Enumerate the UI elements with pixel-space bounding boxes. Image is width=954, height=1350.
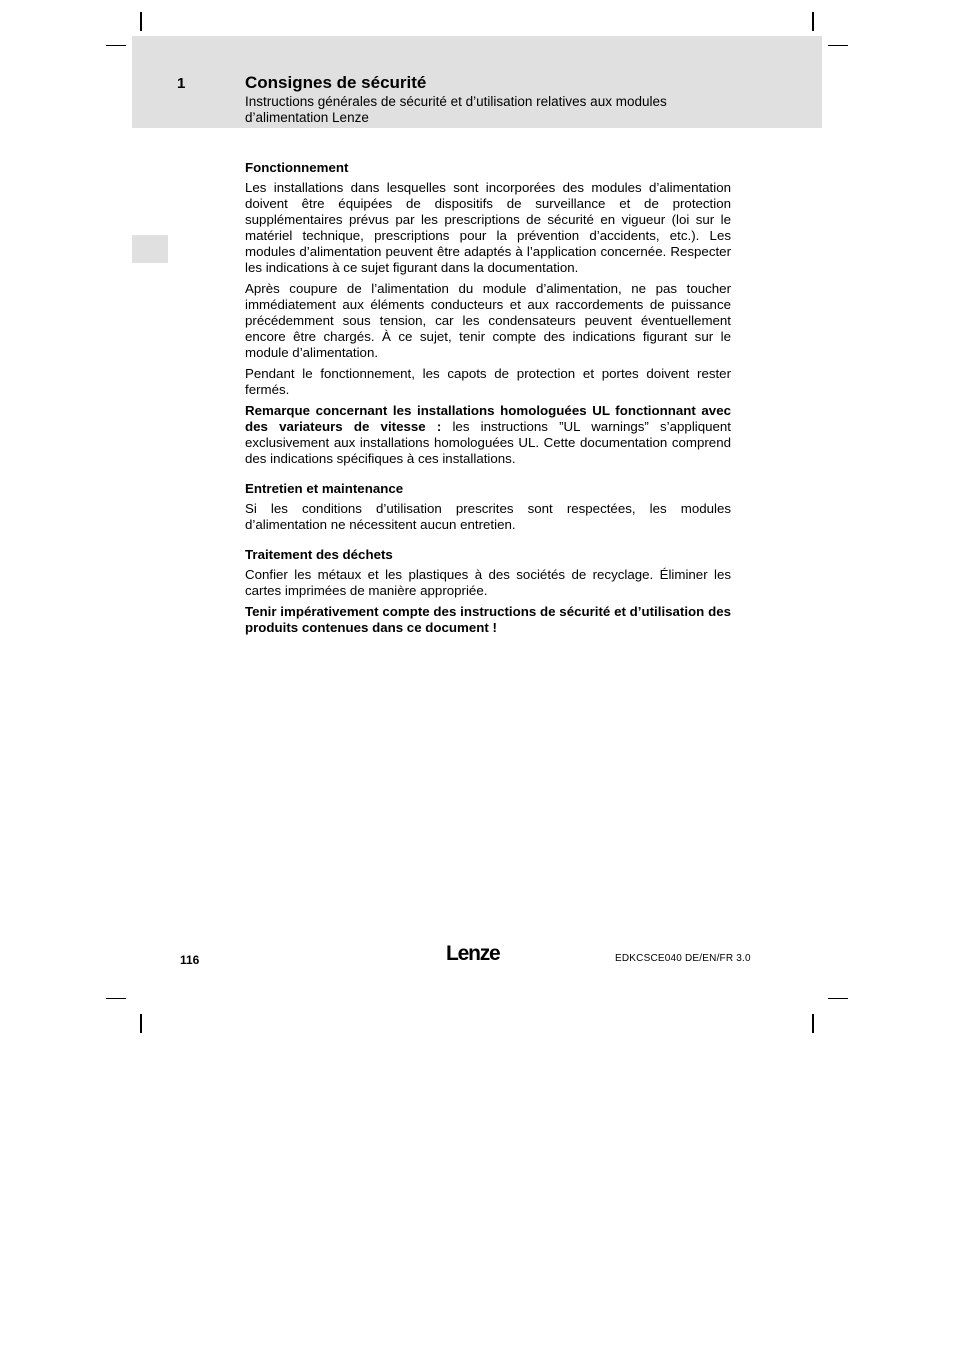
chapter-number: 1: [177, 75, 186, 92]
chapter-subtitle: Instructions générales de sécurité et d’utilisation relatives aux modules d’alimentation Lenze: [245, 94, 667, 125]
section-heading: Traitement des déchets: [245, 547, 393, 562]
crop-mark-bottom-right-horizontal: [828, 998, 848, 999]
ul-note-label: Remarque concernant les installations homologuées UL fonctionnant avec des variateurs de vitesse :: [245, 403, 731, 434]
section-entretien: [245, 481, 731, 533]
crop-mark-top-right-vertical: [812, 12, 814, 31]
crop-mark-bottom-left-horizontal: [106, 998, 126, 999]
section-heading: Fonctionnement: [245, 160, 349, 175]
document-code: EDKCSCE040 DE/EN/FR 3.0: [615, 953, 751, 964]
crop-mark-top-left-vertical: [140, 12, 142, 31]
page-number: 116: [180, 953, 200, 967]
paragraph: Pendant le fonctionnement, les capots de protection et portes doivent rester fermés.: [245, 366, 731, 397]
section-fonctionnement: [245, 160, 731, 467]
paragraph: Confier les métaux et les plastiques à des sociétés de recyclage. Éliminer les cartes imprimées de manière appropriée.: [245, 567, 731, 598]
section-heading: Entretien et maintenance: [245, 481, 404, 496]
chapter-title: Consignes de sécurité: [245, 73, 427, 92]
chapter-side-tab: [132, 235, 168, 263]
paragraph: Les installations dans lesquelles sont incorporées des modules d’alimentation doivent être équipées de dispositifs de surveillance et de protection supplémentaires prévus par les prescriptions de sécurité en vigueur (loi sur le matériel technique, prescriptions pour la prévention d’accidents, etc.). Les modules d’alimentation peuvent être adaptés à l’application concernée. Respecter les indications à ce sujet figurant dans la documentation.: [245, 180, 731, 275]
paragraph: Si les conditions d’utilisation prescrites sont respectées, les modules d’alimentation ne nécessitent aucun entretien.: [245, 501, 731, 532]
lenze-logo: Lenze: [446, 942, 500, 965]
final-safety-notice: Tenir impérativement compte des instructions de sécurité et d’utilisation des produits contenues dans ce document !: [245, 604, 731, 635]
crop-mark-top-right-horizontal: [828, 45, 848, 46]
crop-mark-bottom-right-vertical: [812, 1014, 814, 1033]
section-dechets: [245, 547, 731, 636]
crop-mark-bottom-left-vertical: [140, 1014, 142, 1033]
ul-note-text: les instructions ”UL warnings” s’appliquent exclusivement aux installations homologuées UL. Cette documentation comprend des indications spécifiques à ces installations.: [245, 419, 732, 466]
page-content: [245, 160, 731, 641]
paragraph: Après coupure de l’alimentation du module d’alimentation, ne pas toucher immédiatement aux éléments conducteurs et aux raccordements de puissance précédemment sous tension, car les condensateurs peuvent éventuellement encore être chargés. À ce sujet, tenir compte des indications figurant sur le module d’alimentation.: [245, 281, 731, 360]
crop-mark-top-left-horizontal: [106, 45, 126, 46]
ul-note-paragraph: [245, 403, 731, 467]
